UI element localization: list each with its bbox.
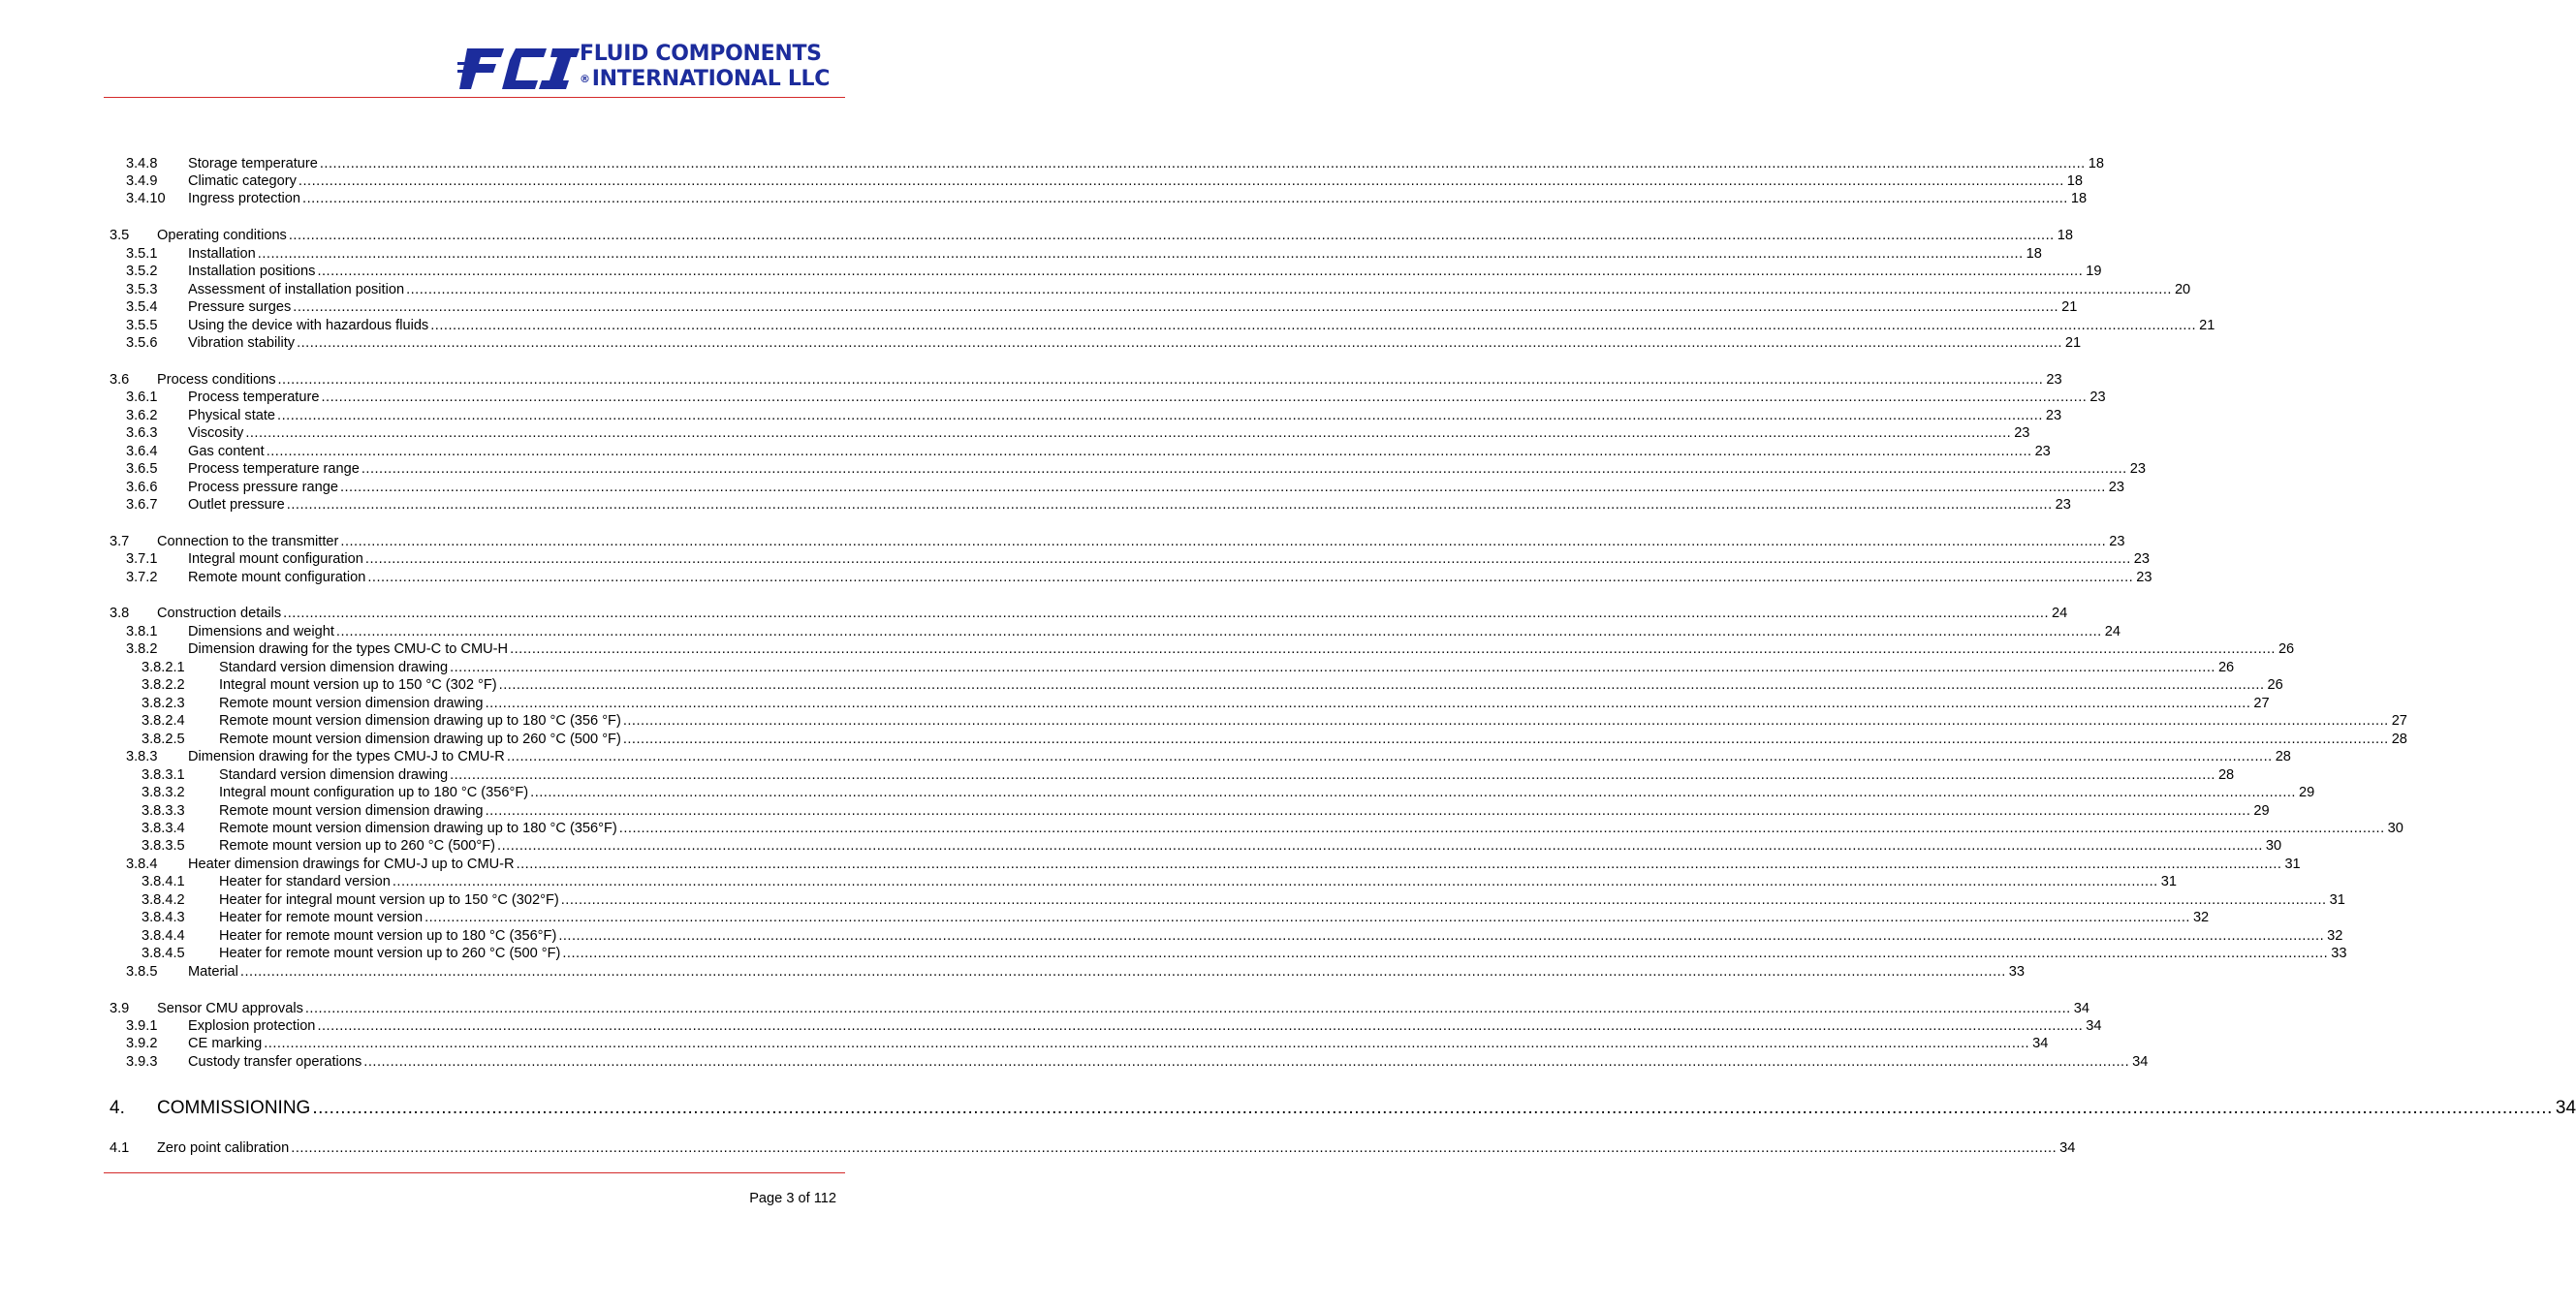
registered-mark: ® [580, 73, 590, 85]
toc-entry-page: 34 [2555, 1098, 2576, 1118]
toc-entry-title: Zero point calibration [157, 1140, 290, 1156]
toc-entry-title: Outlet pressure [188, 497, 285, 513]
toc-entry-body [157, 1000, 2089, 1017]
toc-dot-leader: ................................................................................................................................................................................................................................................................................................................................................................................................................ [239, 964, 2006, 980]
toc-dot-leader: ................................................................................................................................................................................................................................................................................................................................................................................................................ [335, 624, 2102, 639]
toc-entry-page: 26 [2217, 660, 2235, 675]
toc-entry-page: 18 [2070, 191, 2088, 206]
toc-entry-title: Installation positions [188, 264, 316, 279]
toc-entry-page: 33 [2008, 964, 2025, 980]
toc-entry[interactable] [110, 533, 2125, 550]
toc-entry-page: 34 [2086, 1018, 2102, 1034]
toc-entry-title: Process temperature [188, 390, 320, 405]
toc-entry-number: 3.5 [110, 228, 130, 243]
toc-dot-leader: ................................................................................................................................................................................................................................................................................................................................................................................................................ [266, 444, 2032, 459]
toc-entry[interactable] [110, 676, 2283, 694]
toc-entry-title: Heater for standard version [219, 874, 391, 889]
toc-entry-body [188, 623, 2120, 640]
toc-entry-body [188, 155, 2104, 172]
toc-entry[interactable] [110, 1035, 2049, 1052]
toc-dot-leader: ................................................................................................................................................................................................................................................................................................................................................................................................................ [297, 335, 2062, 351]
toc-entry-body [188, 479, 2125, 496]
header-divider [104, 97, 845, 98]
toc-dot-leader: ................................................................................................................................................................................................................................................................................................................................................................................................................ [516, 857, 2282, 872]
toc-entry-number: 3.8.4.1 [141, 874, 185, 889]
company-name-line1: FLUID COMPONENTS [580, 42, 822, 66]
toc-entry-body [219, 837, 2282, 855]
toc-entry-number: 3.8.2.1 [141, 660, 185, 675]
toc-dot-leader: ................................................................................................................................................................................................................................................................................................................................................................................................................ [485, 803, 2251, 819]
toc-dot-leader: ................................................................................................................................................................................................................................................................................................................................................................................................................ [450, 660, 2215, 675]
toc-entry[interactable] [110, 227, 2073, 244]
toc-entry-number: 3.8 [110, 606, 130, 621]
toc-entry-body [188, 334, 2082, 352]
toc-dot-leader: ................................................................................................................................................................................................................................................................................................................................................................................................................ [298, 173, 2064, 189]
toc-entry-number: 3.6 [110, 372, 130, 388]
toc-entry-page: 18 [2057, 228, 2073, 243]
toc-entry-title: CE marking [188, 1036, 263, 1051]
toc-entry-body [188, 1053, 2149, 1071]
toc-entry-title: Standard version dimension drawing [219, 767, 449, 783]
toc-entry-number: 3.9.2 [126, 1036, 158, 1051]
toc-entry-page: 34 [2073, 1001, 2089, 1016]
toc-entry-number: 3.8.3.5 [141, 838, 185, 854]
toc-entry-page: 23 [2014, 425, 2030, 441]
toc-entry-body [188, 1017, 2102, 1035]
toc-entry[interactable] [110, 640, 2295, 658]
toc-dot-leader: ................................................................................................................................................................................................................................................................................................................................................................................................................ [406, 282, 2172, 297]
company-name-line2: INTERNATIONAL LLC [591, 67, 831, 91]
toc-entry-body [188, 748, 2291, 765]
toc-dot-leader: ................................................................................................................................................................................................................................................................................................................................................................................................................ [339, 480, 2106, 495]
toc-entry-body [219, 695, 2270, 712]
toc-dot-leader: ................................................................................................................................................................................................................................................................................................................................................................................................................ [317, 1018, 2084, 1034]
toc-entry-page: 23 [2129, 461, 2146, 477]
toc-entry-number: 4.1 [110, 1140, 130, 1156]
toc-entry-page: 32 [2327, 928, 2343, 944]
toc-entry[interactable] [110, 945, 2347, 962]
toc-entry[interactable] [110, 1053, 2149, 1071]
toc-dot-leader: ................................................................................................................................................................................................................................................................................................................................................................................................................ [319, 156, 2086, 171]
toc-entry-number: 3.8.3.1 [141, 767, 185, 783]
toc-entry[interactable] [110, 748, 2291, 765]
toc-entry-number: 3.5.3 [126, 282, 158, 297]
toc-entry-page: 28 [2275, 749, 2291, 764]
toc-entry-page: 23 [2046, 372, 2062, 388]
toc-entry[interactable] [110, 172, 2084, 190]
toc-entry[interactable] [110, 479, 2125, 496]
toc-entry[interactable] [110, 1096, 2576, 1121]
toc-entry-body [219, 945, 2347, 962]
toc-entry[interactable] [110, 909, 2210, 926]
toc-entry-title: Connection to the transmitter [157, 534, 339, 549]
toc-dot-leader: ................................................................................................................................................................................................................................................................................................................................................................................................................ [497, 838, 2263, 854]
toc-entry-title: Assessment of installation position [188, 282, 405, 297]
toc-entry-body [219, 873, 2177, 890]
toc-entry-page: 30 [2265, 838, 2282, 854]
company-logo [457, 43, 837, 93]
toc-entry[interactable] [110, 963, 2025, 981]
toc-entry-body [188, 569, 2152, 586]
toc-entry-number: 3.8.2.2 [141, 677, 185, 693]
toc-entry-page: 28 [2391, 732, 2407, 747]
toc-entry-title: Heater dimension drawings for CMU-J up to CMU-R [188, 857, 515, 872]
toc-entry-number: 3.5.6 [126, 335, 158, 351]
toc-entry-body [219, 659, 2235, 676]
toc-dot-leader: ................................................................................................................................................................................................................................................................................................................................................................................................................ [506, 749, 2273, 764]
toc-entry[interactable] [110, 281, 2191, 298]
toc-entry-title: Integral mount configuration up to 180 °C (356°F) [219, 785, 529, 800]
toc-entry[interactable] [110, 1139, 2076, 1157]
toc-entry-number: 3.9.3 [126, 1054, 158, 1070]
toc-entry-page: 34 [2132, 1054, 2149, 1070]
toc-entry-body [219, 676, 2283, 694]
toc-entry-body [157, 371, 2062, 389]
toc-dot-leader: ................................................................................................................................................................................................................................................................................................................................................................................................................ [485, 696, 2251, 711]
toc-entry-page: 21 [2199, 318, 2215, 333]
toc-entry-number: 3.8.5 [126, 964, 158, 980]
toc-entry-page: 31 [2160, 874, 2177, 889]
toc-entry[interactable] [110, 695, 2270, 712]
toc-entry-title: Standard version dimension drawing [219, 660, 449, 675]
toc-entry[interactable] [110, 443, 2051, 460]
toc-dot-leader: ................................................................................................................................................................................................................................................................................................................................................................................................................ [618, 821, 2385, 836]
toc-entry-title: Integral mount configuration [188, 551, 363, 567]
toc-entry-title: Material [188, 964, 238, 980]
toc-entry-page: 29 [2253, 803, 2270, 819]
toc-entry-page: 18 [2088, 156, 2104, 171]
toc-dot-leader: ................................................................................................................................................................................................................................................................................................................................................................................................................ [558, 928, 2325, 944]
toc-entry-page: 31 [2329, 892, 2345, 908]
toc-dot-leader: ................................................................................................................................................................................................................................................................................................................................................................................................................ [304, 1001, 2071, 1016]
toc-entry[interactable] [110, 424, 2030, 442]
toc-entry-body [188, 298, 2078, 316]
toc-entry[interactable] [110, 784, 2315, 801]
toc-entry-number: 3.8.4.3 [141, 910, 185, 925]
toc-entry-page: 19 [2086, 264, 2102, 279]
page-number: Page 3 of 112 [749, 1191, 836, 1206]
toc-dot-leader: ................................................................................................................................................................................................................................................................................................................................................................................................................ [257, 246, 2024, 262]
toc-entry-body [157, 1096, 2576, 1121]
toc-entry-number: 3.4.9 [126, 173, 158, 189]
toc-entry[interactable] [110, 1000, 2089, 1017]
toc-entry-number: 3.5.4 [126, 299, 158, 315]
toc-entry[interactable] [110, 605, 2068, 622]
toc-entry-title: Remote mount version dimension drawing [219, 696, 484, 711]
toc-entry-number: 3.8.2.3 [141, 696, 185, 711]
toc-entry-number: 3.8.3 [126, 749, 158, 764]
toc-entry-body [188, 460, 2146, 478]
toc-entry-title: Heater for remote mount version up to 180 °C (356°F) [219, 928, 557, 944]
toc-dot-leader: ................................................................................................................................................................................................................................................................................................................................................................................................................ [321, 390, 2088, 405]
toc-entry-body [157, 533, 2125, 550]
toc-entry[interactable] [110, 891, 2345, 909]
toc-entry-page: 32 [2192, 910, 2210, 925]
toc-entry-title: Dimension drawing for the types CMU-J to CMU-R [188, 749, 505, 764]
toc-dot-leader: ................................................................................................................................................................................................................................................................................................................................................................................................................ [302, 191, 2068, 206]
toc-dot-leader: ................................................................................................................................................................................................................................................................................................................................................................................................................ [622, 713, 2389, 729]
toc-entry-title: Heater for integral mount version up to 150 °C (302°F) [219, 892, 559, 908]
toc-entry-number: 3.4.8 [126, 156, 158, 171]
toc-entry[interactable] [110, 1017, 2102, 1035]
toc-entry-body [219, 802, 2270, 820]
toc-entry-number: 3.6.3 [126, 425, 158, 441]
toc-entry-page: 31 [2284, 857, 2301, 872]
toc-entry-page: 30 [2387, 821, 2403, 836]
toc-entry-number: 3.6.1 [126, 390, 158, 405]
toc-entry-page: 23 [2045, 408, 2062, 423]
toc-entry-body [188, 190, 2088, 207]
toc-entry[interactable] [110, 155, 2104, 172]
toc-entry-page: 23 [2109, 534, 2125, 549]
toc-entry-title: Process temperature range [188, 461, 360, 477]
toc-entry-number: 3.7.2 [126, 570, 158, 585]
toc-entry-title: Remote mount version dimension drawing up to 180 °C (356°F) [219, 821, 617, 836]
toc-entry-number: 3.9 [110, 1001, 130, 1016]
toc-entry-number: 3.8.3.2 [141, 785, 185, 800]
toc-entry-page: 23 [2089, 390, 2106, 405]
toc-entry-body [188, 640, 2295, 658]
toc-dot-leader: ................................................................................................................................................................................................................................................................................................................................................................................................................ [450, 767, 2215, 783]
toc-dot-leader: ................................................................................................................................................................................................................................................................................................................................................................................................................ [498, 677, 2265, 693]
company-name-line2-wrapper [580, 68, 830, 91]
toc-entry-title: Using the device with hazardous fluids [188, 318, 429, 333]
toc-entry[interactable] [110, 371, 2062, 389]
toc-entry[interactable] [110, 263, 2102, 280]
toc-entry[interactable] [110, 820, 2403, 837]
toc-entry[interactable] [110, 317, 2215, 334]
toc-entry-number: 3.6.6 [126, 480, 158, 495]
toc-entry-page: 18 [2026, 246, 2042, 262]
toc-entry-number: 3.5.5 [126, 318, 158, 333]
toc-entry-body [188, 245, 2042, 263]
toc-entry-page: 24 [2104, 624, 2120, 639]
toc-entry-number: 3.5.2 [126, 264, 158, 279]
toc-entry-body [157, 1139, 2076, 1157]
toc-entry-body [188, 263, 2102, 280]
toc-entry-page: 24 [2052, 606, 2068, 621]
toc-entry-body [188, 443, 2051, 460]
toc-entry-number: 3.8.4.5 [141, 946, 185, 961]
toc-dot-leader: ................................................................................................................................................................................................................................................................................................................................................................................................................ [367, 570, 2134, 585]
toc-dot-leader: ................................................................................................................................................................................................................................................................................................................................................................................................................ [424, 910, 2190, 925]
toc-dot-leader: ................................................................................................................................................................................................................................................................................................................................................................................................................ [363, 1054, 2130, 1070]
toc-entry-body [188, 963, 2025, 981]
toc-entry-page: 21 [2064, 335, 2082, 351]
toc-entry-page: 27 [2253, 696, 2270, 711]
toc-dot-leader: ................................................................................................................................................................................................................................................................................................................................................................................................................ [364, 551, 2131, 567]
toc-entry-number: 3.6.7 [126, 497, 158, 513]
toc-dot-leader: ................................................................................................................................................................................................................................................................................................................................................................................................................ [340, 534, 2107, 549]
toc-entry-number: 3.6.4 [126, 444, 158, 459]
toc-entry[interactable] [110, 389, 2106, 406]
toc-entry-title: Process conditions [157, 372, 276, 388]
toc-entry-number: 3.8.3.4 [141, 821, 185, 836]
toc-entry[interactable] [110, 190, 2088, 207]
toc-entry-body [219, 909, 2210, 926]
toc-entry-number: 3.6.2 [126, 408, 158, 423]
toc-entry[interactable] [110, 837, 2282, 855]
toc-entry-title: Heater for remote mount version up to 260 °C (500 °F) [219, 946, 561, 961]
toc-entry-body [157, 605, 2068, 622]
toc-entry-page: 33 [2331, 946, 2347, 961]
toc-entry-title: Pressure surges [188, 299, 292, 315]
toc-entry-title: Custody transfer operations [188, 1054, 362, 1070]
toc-entry-number: 3.8.2 [126, 641, 158, 657]
toc-entry[interactable] [110, 334, 2082, 352]
toc-dot-leader: ................................................................................................................................................................................................................................................................................................................................................................................................................ [560, 892, 2327, 908]
toc-entry[interactable] [110, 873, 2177, 890]
toc-entry-title: Remote mount version up to 260 °C (500°F) [219, 838, 496, 854]
toc-entry-page: 21 [2061, 299, 2078, 315]
toc-entry-body [219, 731, 2407, 748]
toc-entry-page: 23 [2034, 444, 2051, 459]
toc-dot-leader: ................................................................................................................................................................................................................................................................................................................................................................................................................ [317, 264, 2084, 279]
toc-entry-body [188, 1035, 2049, 1052]
toc-dot-leader: ................................................................................................................................................................................................................................................................................................................................................................................................................ [277, 408, 2043, 423]
toc-entry[interactable] [110, 460, 2146, 478]
toc-entry-body [219, 820, 2403, 837]
toc-entry-number: 3.8.4.2 [141, 892, 185, 908]
toc-entry-title: Dimension drawing for the types CMU-C to CMU-H [188, 641, 509, 657]
toc-entry-body [188, 550, 2151, 568]
toc-entry-page: 23 [2136, 570, 2152, 585]
toc-entry-number: 3.6.5 [126, 461, 158, 477]
toc-entry-body [188, 172, 2084, 190]
toc-entry-page: 34 [2032, 1036, 2049, 1051]
toc-entry-title: Dimensions and weight [188, 624, 334, 639]
toc-entry-title: Installation [188, 246, 256, 262]
toc-entry-number: 3.8.2.4 [141, 713, 185, 729]
toc-entry-body [188, 281, 2191, 298]
toc-entry-body [188, 317, 2215, 334]
toc-entry-page: 27 [2391, 713, 2407, 729]
toc-dot-leader: ................................................................................................................................................................................................................................................................................................................................................................................................................ [291, 1140, 2058, 1156]
toc-entry-body [219, 712, 2407, 730]
toc-entry-number: 3.8.4.4 [141, 928, 185, 944]
toc-entry-title: Physical state [188, 408, 276, 423]
toc-entry-number: 3.8.2.5 [141, 732, 185, 747]
toc-entry[interactable] [110, 766, 2235, 784]
toc-entry[interactable] [110, 802, 2270, 820]
toc-dot-leader: ................................................................................................................................................................................................................................................................................................................................................................................................................ [288, 228, 2055, 243]
toc-entry-body [188, 424, 2030, 442]
toc-entry-title: Remote mount version dimension drawing up to 180 °C (356 °F) [219, 713, 621, 729]
toc-entry-title: Process pressure range [188, 480, 338, 495]
toc-entry[interactable] [110, 927, 2343, 945]
toc-entry-number: 3.5.1 [126, 246, 158, 262]
toc-entry-body [219, 784, 2315, 801]
toc-entry[interactable] [110, 245, 2042, 263]
toc-entry[interactable] [110, 407, 2062, 424]
toc-entry-body [219, 927, 2343, 945]
toc-entry-title: Remote mount configuration [188, 570, 366, 585]
toc-entry-body [219, 891, 2345, 909]
toc-entry-number: 3.4.10 [126, 191, 166, 206]
toc-entry-body [219, 766, 2235, 784]
toc-entry-title: Storage temperature [188, 156, 318, 171]
toc-entry[interactable] [110, 298, 2078, 316]
toc-entry-title: Integral mount version up to 150 °C (302 °F) [219, 677, 497, 693]
toc-entry-body [188, 407, 2062, 424]
toc-dot-leader: ................................................................................................................................................................................................................................................................................................................................................................................................................ [312, 1098, 2553, 1118]
toc-entry-number: 3.8.1 [126, 624, 158, 639]
toc-entry-page: 18 [2066, 173, 2084, 189]
toc-dot-leader: ................................................................................................................................................................................................................................................................................................................................................................................................................ [622, 732, 2389, 747]
toc-entry-page: 26 [2267, 677, 2283, 693]
toc-entry-number: 4. [110, 1098, 125, 1118]
toc-entry-body [188, 389, 2106, 406]
toc-dot-leader: ................................................................................................................................................................................................................................................................................................................................................................................................................ [361, 461, 2127, 477]
toc-entry-page: 23 [2133, 551, 2151, 567]
toc-dot-leader: ................................................................................................................................................................................................................................................................................................................................................................................................................ [562, 946, 2329, 961]
toc-entry-page: 28 [2217, 767, 2235, 783]
toc-entry-number: 3.9.1 [126, 1018, 158, 1034]
toc-entry-title: Construction details [157, 606, 282, 621]
toc-entry[interactable] [110, 569, 2152, 586]
toc-entry-number: 3.7 [110, 534, 130, 549]
toc-entry-body [188, 856, 2301, 873]
toc-entry-page: 20 [2174, 282, 2191, 297]
toc-entry-page: 34 [2059, 1140, 2076, 1156]
toc-entry-title: Remote mount version dimension drawing up to 260 °C (500 °F) [219, 732, 621, 747]
toc-dot-leader: ................................................................................................................................................................................................................................................................................................................................................................................................................ [264, 1036, 2030, 1051]
toc-entry-number: 3.8.4 [126, 857, 158, 872]
toc-entry-body [188, 496, 2071, 514]
toc-dot-leader: ................................................................................................................................................................................................................................................................................................................................................................................................................ [430, 318, 2197, 333]
toc-entry-title: Gas content [188, 444, 265, 459]
toc-dot-leader: ................................................................................................................................................................................................................................................................................................................................................................................................................ [392, 874, 2158, 889]
toc-entry-title: Vibration stability [188, 335, 296, 351]
toc-dot-leader: ................................................................................................................................................................................................................................................................................................................................................................................................................ [293, 299, 2059, 315]
toc-dot-leader: ................................................................................................................................................................................................................................................................................................................................................................................................................ [283, 606, 2050, 621]
toc-entry[interactable] [110, 856, 2301, 873]
toc-entry-title: Remote mount version dimension drawing [219, 803, 484, 819]
toc-entry-page: 26 [2278, 641, 2295, 657]
toc-dot-leader: ................................................................................................................................................................................................................................................................................................................................................................................................................ [530, 785, 2296, 800]
toc-entry[interactable] [110, 550, 2151, 568]
toc-entry[interactable] [110, 659, 2235, 676]
toc-entry-title: Sensor CMU approvals [157, 1001, 303, 1016]
toc-dot-leader: ................................................................................................................................................................................................................................................................................................................................................................................................................ [286, 497, 2053, 513]
toc-entry-page: 23 [2055, 497, 2071, 513]
toc-entry-body [157, 227, 2073, 244]
toc-entry-title: Climatic category [188, 173, 297, 189]
toc-entry-title: Viscosity [188, 425, 244, 441]
toc-entry-title: Operating conditions [157, 228, 287, 243]
toc-entry-number: 3.7.1 [126, 551, 158, 567]
toc-entry-number: 3.8.3.3 [141, 803, 185, 819]
toc-entry-title: Ingress protection [188, 191, 301, 206]
toc-dot-leader: ................................................................................................................................................................................................................................................................................................................................................................................................................ [510, 641, 2276, 657]
toc-entry-page: 29 [2299, 785, 2315, 800]
toc-entry[interactable] [110, 623, 2120, 640]
fci-logo-icon [457, 43, 583, 93]
toc-entry-title: COMMISSIONING [157, 1098, 311, 1118]
toc-entry-title: Heater for remote mount version [219, 910, 424, 925]
toc-entry[interactable] [110, 496, 2071, 514]
toc-entry-title: Explosion protection [188, 1018, 316, 1034]
footer-divider [104, 1172, 845, 1173]
toc-entry-page: 23 [2108, 480, 2125, 495]
toc-dot-leader: ................................................................................................................................................................................................................................................................................................................................................................................................................ [245, 425, 2012, 441]
toc-dot-leader: ................................................................................................................................................................................................................................................................................................................................................................................................................ [277, 372, 2044, 388]
toc-entry[interactable] [110, 712, 2407, 730]
toc-entry[interactable] [110, 731, 2407, 748]
